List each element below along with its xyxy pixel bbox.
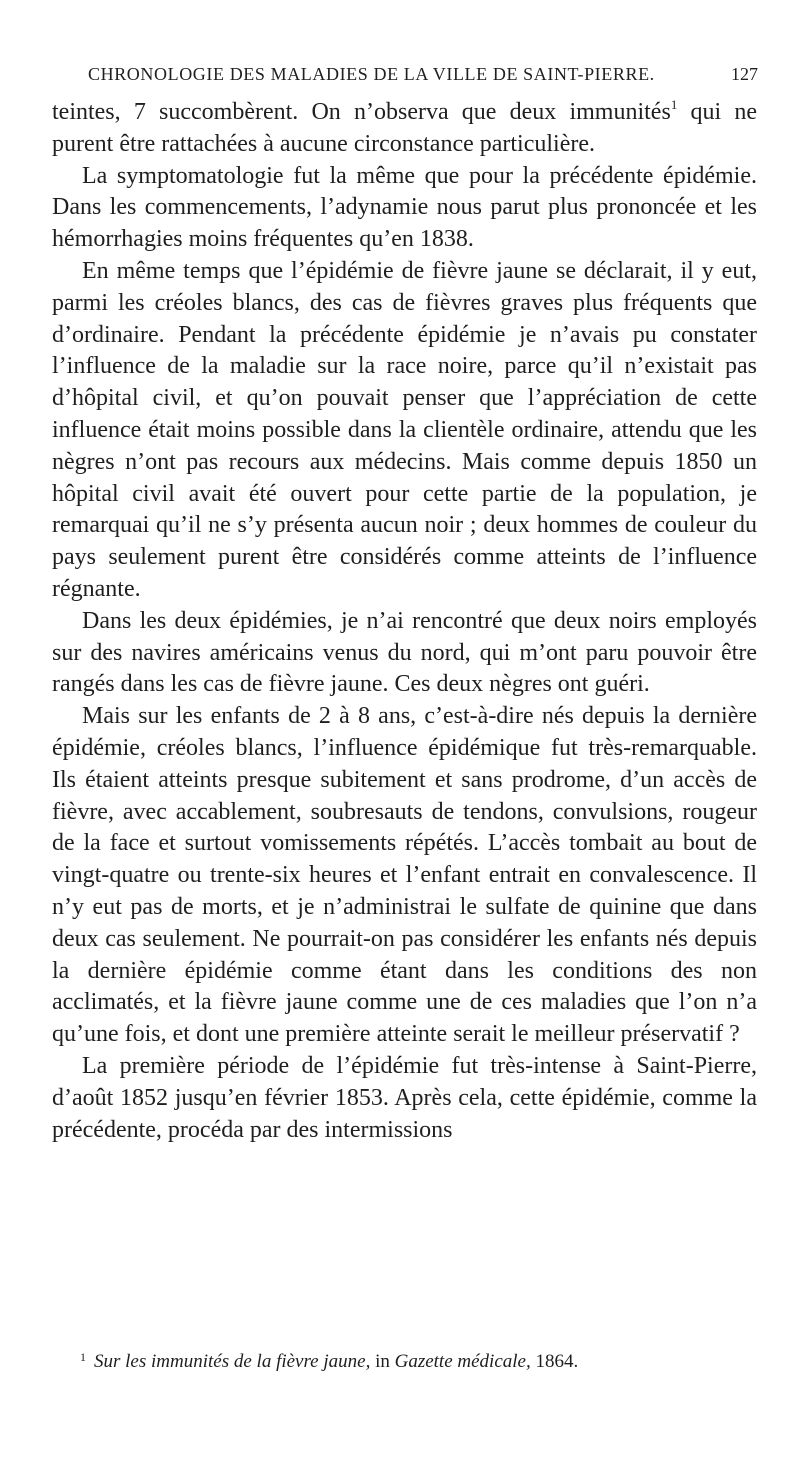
paragraph-text: qui ne purent être rattachées à aucune circonstance particulière. — [52, 99, 757, 157]
paragraph-text: En même temps que l’épidémie de fièvre jaune se déclarait, il y eut, parmi les créoles blancs, des cas de fièvres graves plus fréquents que d’ordinaire. Pendant la précédente épidémie je n’avais pu constater l’influence de la maladie sur la race noire, parce qu’il n’existait pas d’hôpital civil, et qu’on pouvait penser que l’appréciation de cette influence était moins possible dans la clientèle ordinaire, attendu que les nègres n’ont pas recours aux médecins. Mais comme depuis 1850 un hôpital civil avait été ouvert pour cette partie de la population, je remarquai qu’il ne s’y présenta aucun noir ; deux hommes de couleur du pays seulement purent être considérés comme atteints de l’influence régnante. — [52, 257, 757, 602]
paragraph — [52, 97, 757, 161]
paragraph — [52, 256, 757, 606]
footnote-source: Gazette médicale, — [394, 1351, 531, 1372]
footnote-title: Sur les immunités de la fièvre jaune, — [94, 1351, 371, 1372]
footnote — [80, 1350, 760, 1374]
running-head — [88, 64, 758, 88]
footnote-year: 1864. — [530, 1351, 579, 1372]
paragraph-text: La première période de l’épidémie fut très-intense à Saint-Pierre, d’août 1852 jusqu’en février 1853. Après cela, cette épidémie, comme la précédente, procéda par des intermissions — [52, 1052, 757, 1143]
footnote-in: in — [370, 1351, 395, 1372]
paragraph — [52, 701, 757, 1051]
running-head-title: CHRONOLOGIE DES MALADIES DE LA VILLE DE SAINT-PIERRE. — [88, 64, 655, 84]
paragraph-text: teintes, 7 succombèrent. On n’observa que deux immunités — [52, 99, 671, 125]
footnote-marker: 1 — [80, 1350, 86, 1364]
page-number: 127 — [731, 64, 758, 84]
paragraph-text: La symptomatologie fut la même que pour la précédente épidémie. Dans les commencements, l’adynamie nous parut plus prononcée et les hémorrhagies moins fréquentes qu’en 1838. — [52, 162, 757, 253]
paragraph-text: Mais sur les enfants de 2 à 8 ans, c’est-à-dire nés depuis la dernière épidémie, créoles blancs, l’influence épidémique fut très-remarquable. Ils étaient atteints presque subitement et sans prodrome, d’un accès de fièvre, avec accablement, soubresauts de tendons, convulsions, rougeur de la face et surtout vomissements répétés. L’accès tombait au bout de vingt-quatre ou trente-six heures et l’enfant entrait en convalescence. Il n’y eut pas de morts, et je n’administrai le sulfate de quinine que dans deux cas seulement. Ne pourrait-on pas considérer les enfants nés depuis la dernière épidémie comme étant dans les conditions des non acclimatés, et la fièvre jaune comme une de ces maladies que l’on n’a qu’une fois, et dont une première atteinte serait le meilleur préservatif ? — [52, 703, 757, 1048]
paragraph — [52, 1051, 757, 1146]
paragraph — [52, 161, 757, 256]
paragraph — [52, 606, 757, 701]
body-text — [52, 97, 757, 1146]
paragraph-text: Dans les deux épidémies, je n’ai rencontré que deux noirs employés sur des navires américains venus du nord, qui m’ont paru pouvoir être rangés dans les cas de fièvre jaune. Ces deux nègres ont guéri. — [52, 607, 757, 698]
footnote-reference: 1 — [670, 97, 678, 112]
